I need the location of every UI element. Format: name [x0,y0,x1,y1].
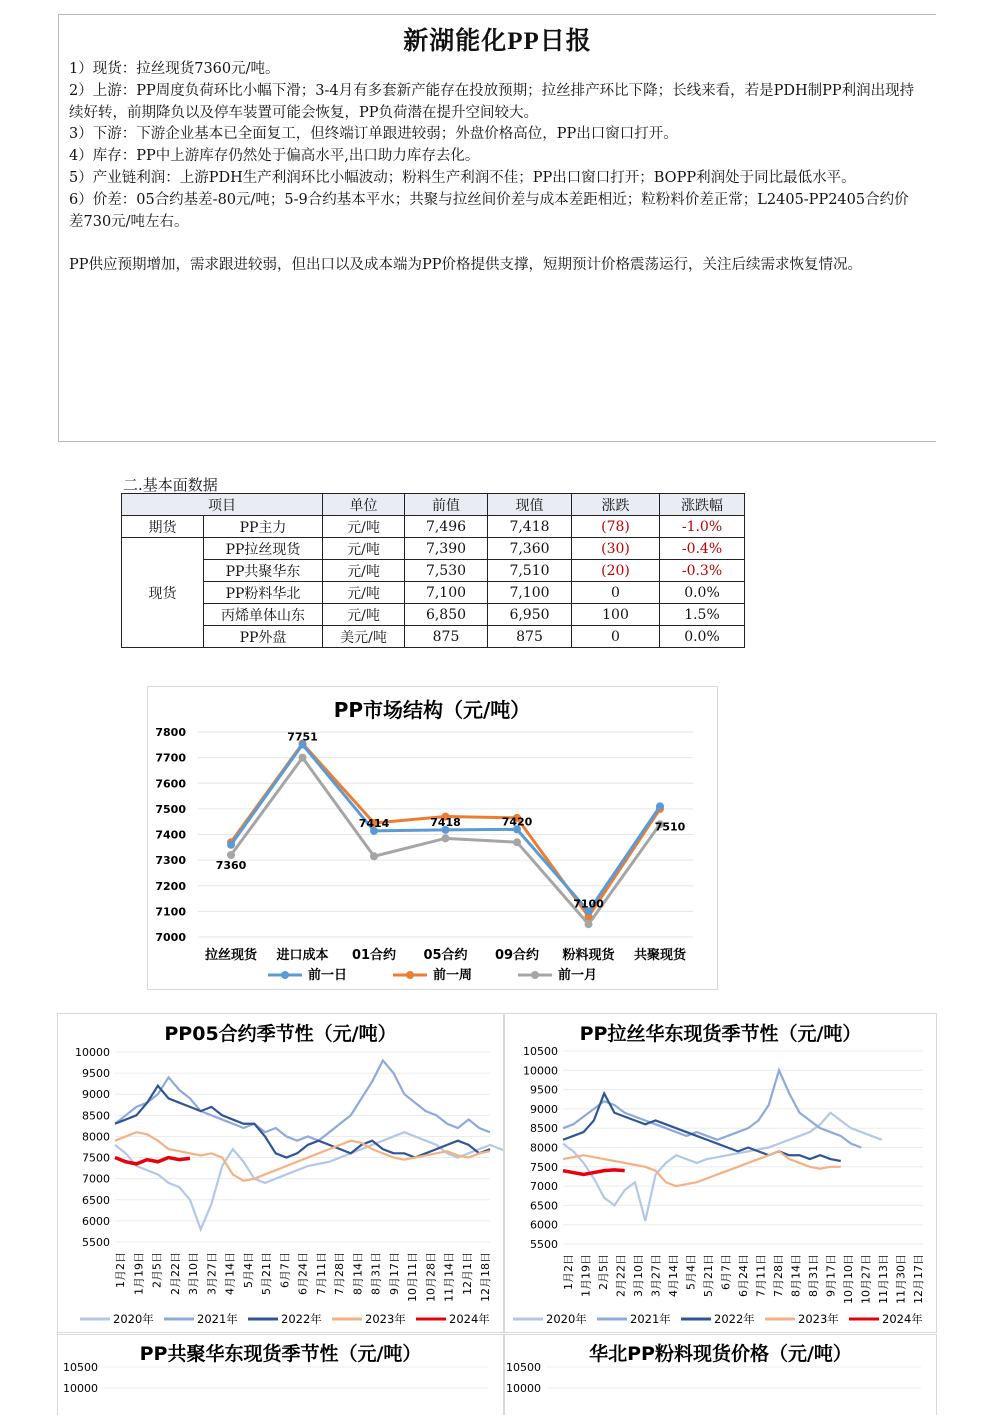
legend-label: 2020年 [113,1312,154,1326]
x-tick-label: 5月4日 [241,1252,255,1288]
x-tick-label: 4月14日 [223,1252,237,1295]
table-row [122,560,745,582]
header-item: 项目 [122,494,323,516]
x-tick-label: 7月11日 [754,1254,768,1297]
change-pct-cell: -0.4% [660,538,745,560]
x-tick-label: 8月31日 [807,1254,820,1297]
change-cell: 100 [572,604,660,626]
pp05-seasonal-chart [57,1013,504,1333]
legend-label: 前一月 [558,968,598,983]
legend-label: 前一日 [308,968,348,983]
x-tick-label: 01合约 [351,948,397,963]
unit-cell: 元/吨 [323,538,405,560]
x-tick-label: 共聚现货 [633,948,687,963]
legend-label: 2021年 [630,1312,671,1326]
legend-marker [531,971,539,979]
prev-cell: 7,390 [405,538,488,560]
y-tick-label: 7000 [82,1172,110,1186]
y-tick-label: 8500 [530,1122,558,1136]
x-tick-label: 05合约 [423,948,468,963]
x-tick-label: 粉料现货 [562,948,615,963]
y-tick-label: 8000 [82,1130,110,1144]
y-tick-label: 10500 [63,1361,98,1374]
curr-cell: 7,418 [488,516,572,538]
x-tick-label: 11月30日 [894,1254,908,1304]
report-point: 5）产业链利润：上游PDH生产利润环比小幅波动；粉料生产利润不佳；PP出口窗口打开；BOPP利润处于同比最低水平。 [69,169,856,186]
data-point [299,754,307,762]
y-tick-label: 7500 [530,1160,558,1174]
legend-marker [281,971,289,979]
unit-cell: 元/吨 [323,582,405,604]
data-label: 7510 [654,820,686,834]
x-tick-label: 5月21日 [260,1252,273,1295]
prev-cell: 7,530 [405,560,488,582]
y-tick-label: 7800 [155,726,186,739]
change-pct-cell: -1.0% [660,516,745,538]
x-tick-label: 1月2日 [562,1254,575,1290]
y-tick-label: 7000 [155,931,186,944]
change-pct-cell: -0.3% [660,560,745,582]
x-tick-label: 9月17日 [387,1252,401,1295]
prev-cell: 7,100 [405,582,488,604]
header-change: 涨跌 [572,494,660,516]
table-header-row [122,494,745,516]
x-tick-label: 12月1日 [460,1252,474,1295]
y-tick-label: 7100 [155,905,186,919]
chart-title: PP05合约季节性（元/吨） [164,1023,397,1045]
data-point [227,841,235,849]
y-tick-label: 10000 [506,1382,541,1395]
legend-label: 前一周 [433,968,473,983]
x-tick-label: 10月27日 [859,1254,873,1304]
x-tick-label: 进口成本 [276,948,329,963]
x-tick-label: 6月24日 [296,1252,310,1295]
table-row [122,582,745,604]
item-cell: PP拉丝现货 [204,538,323,560]
x-tick-label: 1月19日 [579,1254,593,1297]
change-pct-cell: 1.5% [660,604,745,626]
report-body [69,59,919,277]
chart-title: PP共聚华东现货季节性（元/吨） [139,1343,422,1365]
x-tick-label: 6月7日 [278,1252,292,1288]
data-label: 7360 [215,858,247,872]
data-label: 7414 [358,816,390,830]
x-tick-label: 8月14日 [351,1252,365,1295]
table-row [122,626,745,648]
report-summary: PP供应预期增加，需求跟进较弱，但出口以及成本端为PP价格提供支撑，短期预计价格震荡运行，关注后续需求恢复情况。 [69,257,863,274]
pp-powder-price-svg [505,1335,936,1415]
data-label: 7100 [573,897,604,911]
header-prev: 前值 [405,494,488,516]
x-tick-label: 3月27日 [205,1252,219,1295]
header-change-pct: 涨跌幅 [660,494,745,516]
data-point [513,838,521,846]
y-tick-label: 10000 [63,1382,98,1395]
item-cell: 丙烯单体山东 [204,604,323,626]
fundamentals-table [121,493,745,648]
x-tick-label: 2月5日 [150,1252,164,1288]
series-line [563,1093,841,1161]
data-point [370,852,378,860]
data-point [442,834,450,842]
chart-title: PP市场结构（元/吨） [333,698,531,722]
x-tick-label: 10月10日 [842,1254,855,1304]
change-pct-cell: 0.0% [660,582,745,604]
y-tick-label: 7200 [155,879,186,893]
y-tick-label: 7400 [155,828,186,842]
legend-label: 2024年 [882,1312,923,1326]
y-tick-label: 7000 [530,1180,558,1194]
chart-title: 华北PP粉料现货价格（元/吨） [589,1343,852,1365]
unit-cell: 元/吨 [323,560,405,582]
item-cell: PP外盘 [204,626,323,648]
change-pct-cell: 0.0% [660,626,745,648]
prev-cell: 875 [405,626,488,648]
x-tick-label: 10月28日 [424,1252,438,1302]
legend-label: 2023年 [365,1312,406,1326]
change-cell: 0 [572,626,660,648]
x-tick-label: 4月14日 [667,1254,680,1297]
x-tick-label: 7月11日 [314,1252,328,1295]
market-structure-svg [148,687,717,989]
x-tick-label: 2月5日 [597,1254,610,1290]
y-tick-label: 10000 [75,1046,110,1059]
y-tick-label: 8000 [530,1141,558,1155]
x-tick-label: 3月10日 [632,1254,645,1297]
curr-cell: 7,360 [488,538,572,560]
x-tick-label: 11月14日 [442,1252,456,1302]
x-tick-label: 1月2日 [114,1252,127,1288]
legend-label: 2022年 [281,1312,322,1326]
legend-label: 2021年 [197,1312,238,1326]
curr-cell: 7,100 [488,582,572,604]
x-tick-label: 6月7日 [719,1254,733,1290]
x-tick-label: 2月22日 [168,1252,182,1295]
x-tick-label: 5月4日 [684,1254,698,1290]
x-tick-label: 10月11日 [406,1252,419,1302]
change-cell: 0 [572,582,660,604]
group-cell: 现货 [122,538,204,648]
x-tick-label: 7月28日 [333,1252,346,1295]
group-cell: 期货 [122,516,204,538]
y-tick-label: 8500 [82,1109,110,1123]
y-tick-label: 9000 [530,1102,558,1116]
curr-cell: 6,950 [488,604,572,626]
series-line [563,1151,841,1186]
y-tick-label: 10500 [506,1361,541,1374]
market-structure-chart [147,686,718,990]
chart-title: PP拉丝华东现货季节性（元/吨） [579,1023,862,1045]
legend-label: 2023年 [798,1312,839,1326]
series-line [563,1170,625,1175]
x-tick-label: 9月17日 [824,1254,838,1297]
x-tick-label: 09合约 [494,948,540,963]
x-tick-label: 3月10日 [187,1252,200,1295]
x-tick-label: 3月27日 [649,1254,663,1297]
y-tick-label: 5500 [82,1236,110,1249]
x-tick-label: 6月24日 [737,1254,750,1297]
data-label: 7418 [430,815,461,829]
y-tick-label: 6500 [530,1199,558,1213]
unit-cell: 元/吨 [323,604,405,626]
data-label: 7751 [287,730,318,744]
report-point: 6）价差：05合约基差-80元/吨；5-9合约基本平水；共聚与拉丝间价差与成本差距相近；粒粉料价差正常；L2405-PP2405合约价差730元/吨左右。 [69,191,909,230]
legend-label: 2020年 [546,1312,587,1326]
x-tick-label: 8月31日 [369,1252,383,1295]
legend-label: 2024年 [449,1312,490,1326]
report-title: 新湖能化PP日报 [403,28,592,55]
y-tick-label: 10500 [523,1045,558,1058]
prev-cell: 6,850 [405,604,488,626]
y-tick-label: 9000 [82,1088,110,1102]
x-tick-label: 拉丝现货 [204,948,258,963]
x-tick-label: 8月14日 [789,1254,803,1297]
data-point [656,802,664,810]
y-tick-label: 5500 [530,1238,558,1251]
x-tick-label: 5月21日 [702,1254,715,1297]
unit-cell: 美元/吨 [323,626,405,648]
legend-marker [406,971,414,979]
pp-raffia-seasonal-chart [504,1013,937,1333]
y-tick-label: 6500 [82,1193,110,1207]
y-tick-label: 7300 [155,854,186,868]
y-tick-label: 7600 [155,777,186,791]
pp-raffia-seasonal-svg [505,1014,936,1332]
y-tick-label: 9500 [530,1083,558,1097]
pp-copolymer-seasonal-svg [58,1335,503,1415]
data-point [585,920,593,928]
x-tick-label: 7月28日 [772,1254,785,1297]
prev-cell: 7,496 [405,516,488,538]
section-title: 二.基本面数据 [123,476,218,494]
curr-cell: 875 [488,626,572,648]
report-point: 3）下游：下游企业基本已全面复工，但终端订单跟进较弱；外盘价格高位，PP出口窗口打开。 [69,126,678,143]
series-line [115,1158,190,1164]
header-curr: 现值 [488,494,572,516]
x-tick-label: 1月19日 [132,1252,146,1295]
item-cell: PP主力 [204,516,323,538]
x-tick-label: 11月13日 [877,1254,890,1304]
legend-label: 2022年 [714,1312,755,1326]
unit-cell: 元/吨 [323,516,405,538]
y-tick-label: 7700 [155,751,186,765]
report-point: 4）库存：PP中上游库存仍然处于偏高水平,出口助力库存去化。 [69,148,480,165]
series-line [115,1086,490,1158]
x-tick-label: 2月22日 [614,1254,628,1297]
data-label: 7420 [501,815,533,829]
report-panel [58,14,936,442]
item-cell: PP粉料华北 [204,582,323,604]
pp05-seasonal-svg [58,1014,503,1332]
table-row [122,516,745,538]
x-tick-label: 12月17日 [912,1254,925,1304]
item-cell: PP共聚华东 [204,560,323,582]
report-point: 1）现货：拉丝现货7360元/吨。 [69,61,280,77]
y-tick-label: 7500 [82,1151,110,1165]
y-tick-label: 9500 [82,1067,110,1081]
change-cell: (78) [572,516,660,538]
y-tick-label: 7500 [155,802,186,816]
y-tick-label: 6000 [530,1218,558,1232]
curr-cell: 7,510 [488,560,572,582]
report-point: 2）上游：PP周度负荷环比小幅下滑；3-4月有多套新产能存在投放预期；拉丝排产环比下降；长线来看，若是PDH制PP利润出现持续好转，前期降负以及停车装置可能会恢复，PP负荷潜在提升空间较大。 [69,82,915,121]
y-tick-label: 10000 [523,1064,558,1078]
change-cell: (30) [572,538,660,560]
y-tick-label: 6000 [82,1214,110,1228]
x-tick-label: 12月18日 [479,1252,492,1302]
header-unit: 单位 [323,494,405,516]
change-cell: (20) [572,560,660,582]
table-row [122,604,745,626]
table-row [122,538,745,560]
